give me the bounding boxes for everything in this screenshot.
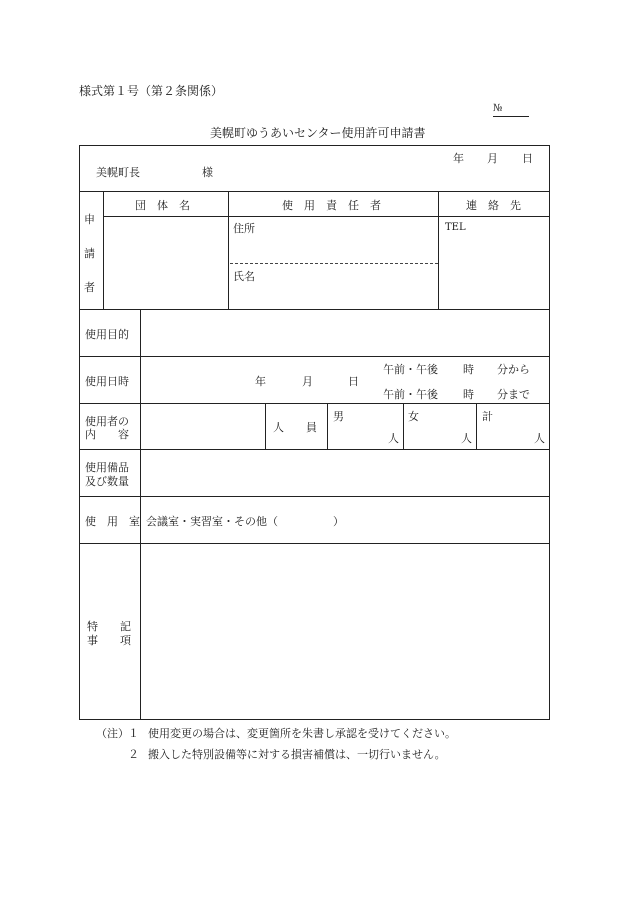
date-year-label: 年 <box>453 152 464 165</box>
tel-field[interactable] <box>470 217 549 308</box>
row-divider <box>79 356 550 357</box>
users-content-field[interactable] <box>141 404 264 448</box>
end-ampm-label: 午前・午後 <box>383 388 438 401</box>
col-divider <box>476 403 477 449</box>
equipment-field[interactable] <box>141 450 549 495</box>
applicant-side-label-2: 請 <box>84 247 95 260</box>
row-divider <box>79 496 550 497</box>
date-day-label: 日 <box>522 152 533 165</box>
note-text-2: 搬入した特別設備等に対する損害補償は、一切行いません。 <box>148 748 446 761</box>
total-unit-label: 人 <box>534 432 545 445</box>
number-mark: № <box>493 103 503 114</box>
notes-prefix: （注） <box>96 727 129 740</box>
row-divider <box>79 191 550 192</box>
form-number: 様式第１号（第２条関係） <box>79 84 224 98</box>
tel-label: TEL <box>445 222 466 233</box>
end-hour-label: 時 <box>463 388 474 401</box>
note-text-1: 使用変更の場合は、変更箇所を朱書し承認を受けてください。 <box>148 727 456 740</box>
usage-year-label: 年 <box>255 375 266 388</box>
female-unit-label: 人 <box>461 432 472 445</box>
start-minute-label: 分から <box>497 363 530 376</box>
responsible-person-header: 使 用 責 任 者 <box>282 199 381 212</box>
total-label: 計 <box>482 410 493 423</box>
col-divider <box>228 191 229 309</box>
name-label: 氏名 <box>233 270 255 283</box>
usage-day-label: 日 <box>348 375 359 388</box>
group-name-field[interactable] <box>104 217 227 308</box>
female-label: 女 <box>408 410 419 423</box>
purpose-label: 使用目的 <box>85 328 129 341</box>
room-label: 使 用 室 <box>85 515 140 528</box>
address-label: 住所 <box>233 222 255 235</box>
room-options[interactable]: 会議室・実習室・その他（ ） <box>146 515 344 528</box>
col-divider <box>265 403 266 449</box>
equipment-label-line2: 及び数量 <box>85 475 129 488</box>
applicant-side-label-1: 申 <box>84 213 95 226</box>
male-label: 男 <box>333 410 344 423</box>
purpose-field[interactable] <box>141 310 549 355</box>
remarks-field[interactable] <box>141 544 549 719</box>
datetime-label: 使用日時 <box>85 375 129 388</box>
usage-month-label: 月 <box>302 375 313 388</box>
name-field[interactable] <box>258 264 437 308</box>
contact-header: 連 絡 先 <box>466 199 521 212</box>
male-unit-label: 人 <box>388 432 399 445</box>
applicant-side-label-3: 者 <box>84 281 95 294</box>
users-label-line2: 内 容 <box>85 428 129 441</box>
end-minute-label: 分まで <box>497 388 530 401</box>
address-field[interactable] <box>258 217 437 262</box>
equipment-label-line1: 使用備品 <box>85 461 129 474</box>
start-hour-label: 時 <box>463 363 474 376</box>
users-label-line1: 使用者の <box>85 415 129 428</box>
remarks-label-line1: 特 記 <box>87 620 131 633</box>
addressee-label: 美幌町長 <box>96 166 140 179</box>
note-number-2: ２ <box>128 748 139 761</box>
headcount-label: 人 員 <box>273 421 317 434</box>
page-title: 美幌町ゆうあいセンター使用許可申請書 <box>210 126 426 140</box>
col-divider <box>327 403 328 449</box>
remarks-label-line2: 事 項 <box>87 634 131 647</box>
date-month-label: 月 <box>487 152 498 165</box>
group-name-header: 団 体 名 <box>135 199 190 212</box>
col-divider <box>403 403 404 449</box>
note-number-1: １ <box>128 727 139 740</box>
number-underline <box>493 116 529 117</box>
start-ampm-label: 午前・午後 <box>383 363 438 376</box>
col-divider <box>438 191 439 309</box>
addressee-honorific: 様 <box>202 166 213 179</box>
